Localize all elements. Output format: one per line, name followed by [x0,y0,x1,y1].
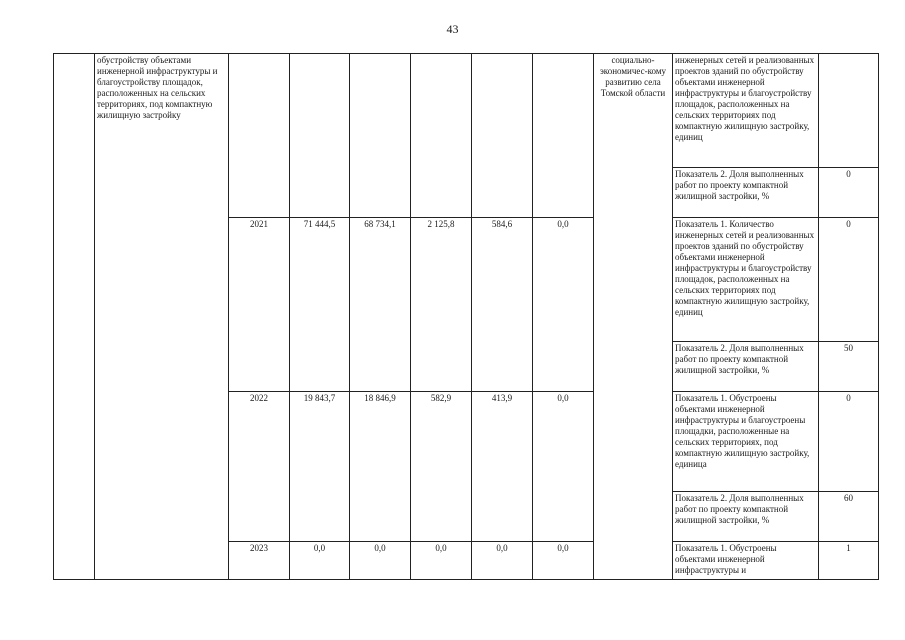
indicator-text: Показатель 1. Обустроены объектами инженерной инфраструктуры и [673,542,819,580]
other-cell: 0,0 [533,392,594,542]
indicator-text: Показатель 2. Доля выполненных работ по проекту компактной жилищной застройки, % [673,342,819,392]
indicator-value: 1 [819,542,879,580]
indicator-value: 0 [819,218,879,342]
index-cell [54,54,95,580]
indicator-text: Показатель 1. Обустроены объектами инженерной инфраструктуры и благоустроены площадки, расположенные на сельских территориях, под компактную жилищную застройку, единица [673,392,819,492]
local-cell: 413,9 [472,392,533,542]
federal-cell [350,54,411,218]
year-cell: 2022 [229,392,290,542]
indicator-value: 0 [819,168,879,218]
local-cell: 584,6 [472,218,533,392]
total-cell: 0,0 [290,542,350,580]
other-cell [533,54,594,218]
indicator-text: Показатель 2. Доля выполненных работ по проекту компактной жилищной застройки, % [673,168,819,218]
indicator-value: 0 [819,392,879,492]
regional-cell [411,54,472,218]
federal-cell: 18 846,9 [350,392,411,542]
total-cell: 19 843,7 [290,392,350,542]
other-cell: 0,0 [533,542,594,580]
local-cell [472,54,533,218]
goal-cell: социально-экономичес-кому развитию села Томской области [594,54,673,580]
program-table [53,53,879,580]
table-row [54,54,879,168]
indicator-text: Показатель 1. Количество инженерных сетей и реализованных проектов зданий по обустройству объектами инженерной инфраструктуры и благоустройству площадок, расположенных на сельских территориях под компактную жилищную застройку, единиц [673,218,819,342]
indicator-text: Показатель 2. Доля выполненных работ по проекту компактной жилищной застройки, % [673,492,819,542]
other-cell: 0,0 [533,218,594,392]
indicator-value: 60 [819,492,879,542]
year-cell [229,54,290,218]
indicator-value: 50 [819,342,879,392]
year-cell: 2023 [229,542,290,580]
indicator-value [819,54,879,168]
local-cell: 0,0 [472,542,533,580]
federal-cell: 0,0 [350,542,411,580]
indicator-text: инженерных сетей и реализованных проектов зданий по обустройству объектами инженерной инфраструктуры и благоустройству площадок, расположенных на сельских территориях под компактную жилищную застройку, единиц [673,54,819,168]
event-name-cell: обустройству объектами инженерной инфраструктуры и благоустройству площадок, расположенных на сельских территориях, под компактную жилищную застройку [95,54,229,580]
page-number: 43 [446,22,459,36]
regional-cell: 2 125,8 [411,218,472,392]
total-cell: 71 444,5 [290,218,350,392]
regional-cell: 582,9 [411,392,472,542]
year-cell: 2021 [229,218,290,392]
regional-cell: 0,0 [411,542,472,580]
federal-cell: 68 734,1 [350,218,411,392]
total-cell [290,54,350,218]
